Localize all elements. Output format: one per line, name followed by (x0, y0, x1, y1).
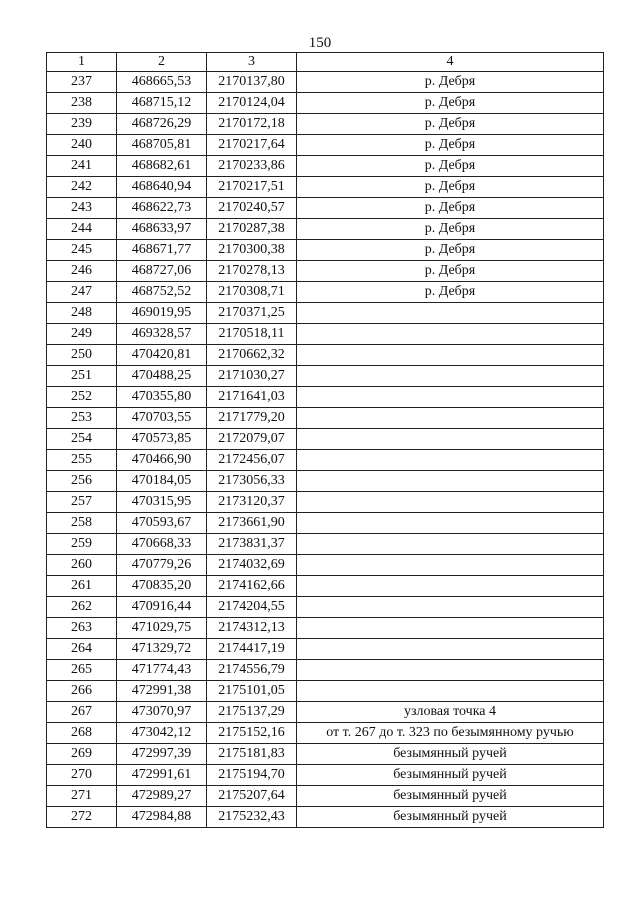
cell-description: безымянный ручей (297, 807, 604, 828)
cell-x: 472984,88 (117, 807, 207, 828)
cell-point-number: 254 (47, 429, 117, 450)
coordinates-table (46, 52, 604, 828)
cell-y: 2170287,38 (207, 219, 297, 240)
cell-y: 2170371,25 (207, 303, 297, 324)
cell-y: 2175152,16 (207, 723, 297, 744)
cell-x: 468671,77 (117, 240, 207, 261)
table-row (47, 156, 604, 177)
cell-y: 2174204,55 (207, 597, 297, 618)
table-row (47, 366, 604, 387)
table-row (47, 198, 604, 219)
table-row (47, 471, 604, 492)
cell-point-number: 251 (47, 366, 117, 387)
table-row (47, 744, 604, 765)
cell-description (297, 639, 604, 660)
cell-point-number: 265 (47, 660, 117, 681)
cell-y: 2170137,80 (207, 72, 297, 93)
cell-description: р. Дебря (297, 114, 604, 135)
table-row (47, 240, 604, 261)
table-row (47, 114, 604, 135)
table-row (47, 639, 604, 660)
table-row (47, 492, 604, 513)
cell-description (297, 681, 604, 702)
page-number: 150 (308, 35, 332, 51)
cell-x: 472991,61 (117, 765, 207, 786)
cell-y: 2173661,90 (207, 513, 297, 534)
cell-x: 470420,81 (117, 345, 207, 366)
cell-point-number: 272 (47, 807, 117, 828)
cell-x: 468727,06 (117, 261, 207, 282)
cell-x: 473070,97 (117, 702, 207, 723)
cell-point-number: 247 (47, 282, 117, 303)
table-row (47, 72, 604, 93)
cell-point-number: 266 (47, 681, 117, 702)
table-row (47, 303, 604, 324)
cell-x: 471029,75 (117, 618, 207, 639)
table-row (47, 681, 604, 702)
cell-x: 471329,72 (117, 639, 207, 660)
cell-point-number: 259 (47, 534, 117, 555)
table-row (47, 408, 604, 429)
cell-y: 2170172,18 (207, 114, 297, 135)
cell-description (297, 555, 604, 576)
cell-y: 2174312,13 (207, 618, 297, 639)
cell-description (297, 324, 604, 345)
cell-point-number: 240 (47, 135, 117, 156)
table-row (47, 513, 604, 534)
cell-description: р. Дебря (297, 93, 604, 114)
cell-description (297, 492, 604, 513)
cell-description: безымянный ручей (297, 786, 604, 807)
cell-y: 2174032,69 (207, 555, 297, 576)
cell-y: 2174162,66 (207, 576, 297, 597)
cell-description (297, 660, 604, 681)
cell-y: 2175181,83 (207, 744, 297, 765)
cell-y: 2170233,86 (207, 156, 297, 177)
table-row (47, 177, 604, 198)
cell-description: р. Дебря (297, 198, 604, 219)
table-header (47, 53, 604, 72)
table-row (47, 345, 604, 366)
cell-description (297, 450, 604, 471)
table-row (47, 93, 604, 114)
cell-x: 468633,97 (117, 219, 207, 240)
cell-point-number: 238 (47, 93, 117, 114)
cell-x: 470488,25 (117, 366, 207, 387)
column-header-point-number: 1 (47, 53, 117, 72)
column-header-description: 4 (297, 53, 604, 72)
cell-point-number: 268 (47, 723, 117, 744)
cell-y: 2171641,03 (207, 387, 297, 408)
cell-point-number: 263 (47, 618, 117, 639)
cell-description (297, 303, 604, 324)
cell-y: 2170518,11 (207, 324, 297, 345)
cell-description (297, 534, 604, 555)
cell-x: 471774,43 (117, 660, 207, 681)
cell-y: 2174556,79 (207, 660, 297, 681)
table-row (47, 576, 604, 597)
cell-point-number: 253 (47, 408, 117, 429)
column-header-x: 2 (117, 53, 207, 72)
cell-description (297, 387, 604, 408)
cell-y: 2175101,05 (207, 681, 297, 702)
cell-point-number: 244 (47, 219, 117, 240)
cell-y: 2170278,13 (207, 261, 297, 282)
cell-description: безымянный ручей (297, 765, 604, 786)
table-row (47, 660, 604, 681)
cell-y: 2173831,37 (207, 534, 297, 555)
table-row (47, 282, 604, 303)
cell-x: 473042,12 (117, 723, 207, 744)
cell-x: 468640,94 (117, 177, 207, 198)
table-row (47, 765, 604, 786)
cell-description: р. Дебря (297, 219, 604, 240)
cell-point-number: 256 (47, 471, 117, 492)
cell-x: 470466,90 (117, 450, 207, 471)
table-row (47, 324, 604, 345)
cell-x: 470779,26 (117, 555, 207, 576)
cell-point-number: 239 (47, 114, 117, 135)
cell-point-number: 257 (47, 492, 117, 513)
cell-description (297, 597, 604, 618)
table-row (47, 135, 604, 156)
table-row (47, 597, 604, 618)
cell-x: 470703,55 (117, 408, 207, 429)
cell-point-number: 245 (47, 240, 117, 261)
cell-description: от т. 267 до т. 323 по безымянному ручью (297, 723, 604, 744)
cell-point-number: 270 (47, 765, 117, 786)
cell-y: 2172079,07 (207, 429, 297, 450)
cell-description (297, 471, 604, 492)
cell-point-number: 255 (47, 450, 117, 471)
cell-point-number: 242 (47, 177, 117, 198)
cell-x: 470916,44 (117, 597, 207, 618)
table-row (47, 702, 604, 723)
header-row (47, 53, 604, 72)
cell-description (297, 345, 604, 366)
cell-description: р. Дебря (297, 261, 604, 282)
cell-point-number: 249 (47, 324, 117, 345)
cell-y: 2170300,38 (207, 240, 297, 261)
cell-y: 2170124,04 (207, 93, 297, 114)
cell-point-number: 269 (47, 744, 117, 765)
cell-y: 2175207,64 (207, 786, 297, 807)
cell-point-number: 248 (47, 303, 117, 324)
cell-point-number: 246 (47, 261, 117, 282)
table-row (47, 219, 604, 240)
cell-point-number: 243 (47, 198, 117, 219)
cell-description: узловая точка 4 (297, 702, 604, 723)
cell-description (297, 576, 604, 597)
cell-point-number: 262 (47, 597, 117, 618)
cell-description (297, 429, 604, 450)
cell-y: 2170240,57 (207, 198, 297, 219)
cell-description: р. Дебря (297, 177, 604, 198)
cell-y: 2170662,32 (207, 345, 297, 366)
cell-point-number: 261 (47, 576, 117, 597)
cell-x: 472989,27 (117, 786, 207, 807)
table-row (47, 786, 604, 807)
cell-x: 469328,57 (117, 324, 207, 345)
cell-x: 472997,39 (117, 744, 207, 765)
cell-x: 472991,38 (117, 681, 207, 702)
cell-point-number: 252 (47, 387, 117, 408)
cell-y: 2170217,51 (207, 177, 297, 198)
cell-x: 470315,95 (117, 492, 207, 513)
cell-y: 2171030,27 (207, 366, 297, 387)
cell-description: р. Дебря (297, 282, 604, 303)
cell-description (297, 513, 604, 534)
table-body (47, 72, 604, 828)
cell-description: р. Дебря (297, 240, 604, 261)
cell-x: 470668,33 (117, 534, 207, 555)
table-row (47, 618, 604, 639)
cell-x: 470184,05 (117, 471, 207, 492)
cell-description (297, 408, 604, 429)
cell-point-number: 237 (47, 72, 117, 93)
cell-x: 469019,95 (117, 303, 207, 324)
table-row (47, 555, 604, 576)
cell-x: 468622,73 (117, 198, 207, 219)
cell-point-number: 250 (47, 345, 117, 366)
cell-x: 468705,81 (117, 135, 207, 156)
cell-x: 470573,85 (117, 429, 207, 450)
table-row (47, 450, 604, 471)
cell-y: 2175194,70 (207, 765, 297, 786)
cell-point-number: 267 (47, 702, 117, 723)
cell-description: р. Дебря (297, 156, 604, 177)
cell-y: 2173120,37 (207, 492, 297, 513)
cell-point-number: 260 (47, 555, 117, 576)
table-row (47, 723, 604, 744)
cell-x: 468752,52 (117, 282, 207, 303)
cell-point-number: 258 (47, 513, 117, 534)
cell-y: 2175232,43 (207, 807, 297, 828)
column-header-y: 3 (207, 53, 297, 72)
cell-x: 470835,20 (117, 576, 207, 597)
cell-x: 470355,80 (117, 387, 207, 408)
cell-description: безымянный ручей (297, 744, 604, 765)
cell-y: 2170308,71 (207, 282, 297, 303)
cell-y: 2171779,20 (207, 408, 297, 429)
table-row (47, 534, 604, 555)
cell-x: 468715,12 (117, 93, 207, 114)
cell-y: 2173056,33 (207, 471, 297, 492)
cell-x: 468665,53 (117, 72, 207, 93)
cell-y: 2170217,64 (207, 135, 297, 156)
cell-point-number: 264 (47, 639, 117, 660)
cell-y: 2172456,07 (207, 450, 297, 471)
table-row (47, 261, 604, 282)
cell-y: 2174417,19 (207, 639, 297, 660)
cell-description (297, 618, 604, 639)
cell-description: р. Дебря (297, 135, 604, 156)
cell-description (297, 366, 604, 387)
table-row (47, 429, 604, 450)
cell-point-number: 271 (47, 786, 117, 807)
cell-x: 470593,67 (117, 513, 207, 534)
cell-x: 468726,29 (117, 114, 207, 135)
table-row (47, 387, 604, 408)
cell-point-number: 241 (47, 156, 117, 177)
cell-description: р. Дебря (297, 72, 604, 93)
table-row (47, 807, 604, 828)
cell-x: 468682,61 (117, 156, 207, 177)
cell-y: 2175137,29 (207, 702, 297, 723)
